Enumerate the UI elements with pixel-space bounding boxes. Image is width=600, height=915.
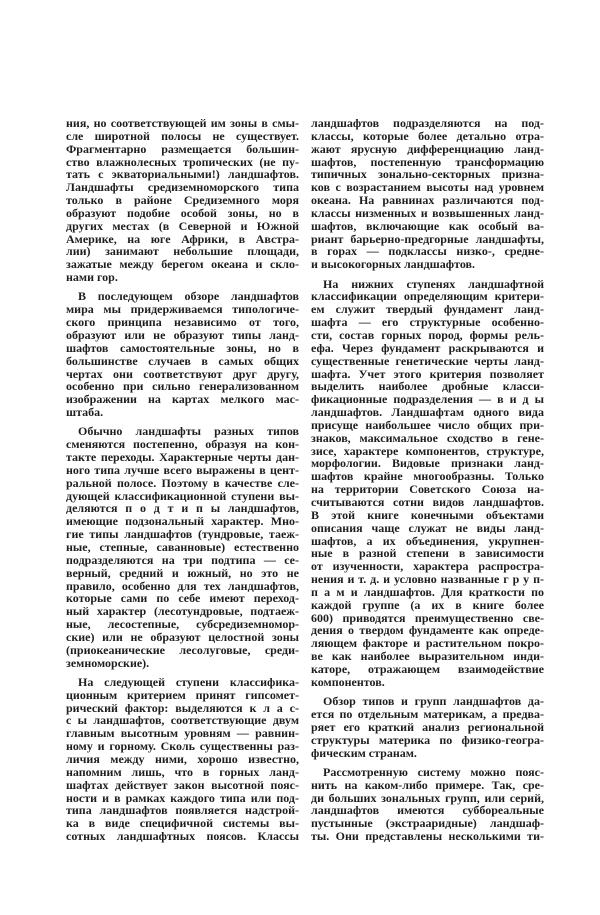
- text-line: каждой группе (а их в книге более: [311, 597, 544, 612]
- text-line: с ы ландшафтов, соответствующие двум: [66, 713, 299, 728]
- paragraph: [311, 117, 544, 271]
- text-line: типа ландшафтов появляется надстрой-: [66, 803, 299, 818]
- text-line: сменяются постепенно, образуя на кон-: [66, 437, 299, 452]
- text-line: ляющем факторе и растительном покро-: [311, 636, 544, 651]
- text-line: штаба.: [66, 405, 104, 420]
- text-line: ные, степные, саванновые) естественно: [66, 540, 299, 554]
- text-line: ности и в рамках каждого типа или под-: [66, 790, 299, 805]
- text-line: выделить наиболее дробные класси-: [311, 379, 544, 394]
- text-line: классы, которые более детально отра-: [311, 128, 544, 143]
- text-line: тать с экваториальными!) ландшафтов.: [66, 167, 299, 182]
- text-line: других местах (в Северной и Южной: [66, 218, 299, 233]
- text-line: зисе, характере компонентов, структуре,: [311, 443, 544, 458]
- text-line: Фрагментарно размещается большин-: [66, 141, 299, 156]
- text-line: ского принципа независимо от того,: [66, 315, 299, 330]
- text-line: сле широтной полосы не существует.: [66, 128, 299, 143]
- text-line: ка в виде специфичной системы вы-: [66, 816, 299, 831]
- text-line: В этой книге конечными объектами: [311, 507, 544, 522]
- text-line: 600) приводятся преимущественно све-: [311, 610, 544, 625]
- text-line: В последующем обзоре ландшафтов: [78, 289, 299, 304]
- text-line: ные, лесостепные, субсредиземномор-: [66, 617, 299, 632]
- text-line: считываются сотни видов ландшафтов.: [311, 494, 544, 509]
- paragraph: [311, 278, 544, 689]
- text-line: ство влажнолесных тропических (не пу-: [66, 154, 299, 169]
- text-line: существенные генетические черты ланд-: [311, 353, 544, 368]
- text-line: только в районе Средиземного моря: [66, 193, 299, 208]
- text-line: п а м и ландшафтов. Для краткости по: [311, 584, 544, 599]
- text-line: личия между ними, хорошо известно,: [66, 752, 299, 766]
- text-line: нения и т. д. и условно названные г р у п-: [311, 572, 544, 587]
- text-line: ряет его краткий анализ региональной: [311, 719, 544, 734]
- text-line: гие типы ландшафтов (тундровые, таеж-: [66, 527, 299, 542]
- text-line: ков с возрастанием высоты над уровнем: [311, 180, 544, 195]
- paragraph: [66, 117, 299, 284]
- text-line: На нижних ступенях ландшафтной: [323, 276, 544, 291]
- text-line: сотных ландшафтных поясов. Классы: [66, 829, 299, 844]
- text-line: знаков, максимальное сходство в гене-: [311, 430, 544, 445]
- text-line: пустынные (экстрааридные) ландшаф-: [311, 816, 544, 831]
- text-line: ландшафтов. Ландшафтам одного вида: [311, 405, 544, 420]
- text-line: ного типа лучше всего выражены в цент-: [66, 462, 299, 477]
- text-line: Ландшафты средиземноморского типа: [66, 180, 299, 195]
- text-line: ве как наиболее выразительном инди-: [311, 649, 544, 664]
- text-line: ный характер (лесотундровые, подтаеж-: [66, 604, 299, 619]
- text-line: шафтов, постепенную трансформацию: [311, 154, 544, 169]
- text-line: ские) или не образуют целостной зоны: [66, 629, 299, 644]
- text-line: Обычно ландшафты разных типов: [78, 424, 299, 439]
- text-line: фическим странам.: [311, 745, 417, 760]
- text-line: На следующей ступени классифика-: [78, 674, 299, 689]
- paragraph: [311, 695, 544, 759]
- text-line: ты. Они представлены несколькими ти-: [311, 829, 544, 844]
- text-column-right: [311, 117, 544, 849]
- text-line: жают ярусную дифференциацию ланд-: [311, 141, 544, 156]
- paragraph: [66, 676, 299, 843]
- text-line: ционным критерием принят гипсомет-: [66, 687, 299, 702]
- text-line: такте переходы. Характерные черты дан-: [66, 450, 299, 465]
- text-line: шафта. Учет этого критерия позволяет: [311, 366, 544, 381]
- text-line: большинстве случаев в самых общих: [66, 353, 299, 368]
- text-line: напомним лишь, что в горных ланд-: [66, 764, 299, 779]
- text-line: изображении на картах мелкого мас-: [66, 392, 299, 407]
- text-line: дения о твердом фундаменте как опреде-: [311, 623, 544, 638]
- text-line: ефа. Через фундамент раскрываются и: [311, 340, 544, 355]
- text-line: описания чаще служат не виды ланд-: [311, 520, 544, 535]
- text-line: ди больших зональных групп, или серий,: [311, 790, 544, 805]
- text-line: морфологии. Видовые признаки ланд-: [311, 456, 544, 471]
- text-line: присуще наибольшее число общих при-: [311, 417, 544, 432]
- text-line: риант барьерно-предгорные ландшафты,: [311, 231, 544, 246]
- text-line: земноморские).: [66, 655, 150, 670]
- text-line: компонентов.: [311, 674, 385, 689]
- paragraph: [66, 425, 299, 669]
- text-line: мира мы придерживаемся типологиче-: [66, 302, 299, 317]
- text-line: Обзор типов и групп ландшафтов да-: [323, 694, 544, 709]
- text-line: образуют подобие особой зоны, но в: [66, 205, 299, 220]
- text-line: ральной полосе. Поэтому в качестве сле-: [66, 475, 299, 490]
- text-line: от изученности, характера распростра-: [311, 559, 544, 574]
- text-line: ландшафтов имеются суббореальные: [311, 803, 544, 818]
- text-line: Америке, на юге Африки, в Австра-: [66, 231, 299, 246]
- text-line: лии) занимают небольшие площади,: [66, 244, 299, 259]
- text-line: ем служит твердый фундамент ланд-: [311, 302, 544, 317]
- text-line: нить на каком-либо примере. Так, сре-: [311, 777, 544, 792]
- text-line: шафтов, включающие как особый ва-: [311, 218, 544, 233]
- text-line: главным высотным уровням — равнин-: [66, 726, 299, 741]
- text-line: которые сами по себе имеют переход-: [66, 591, 299, 606]
- text-line: рический фактор: выделяются к л а с-: [66, 700, 299, 715]
- text-line: подразделяются на три подтипа — се-: [66, 552, 299, 567]
- text-line: чертах они соответствуют друг другу,: [66, 366, 299, 381]
- text-line: классификации определяющим критери-: [311, 289, 544, 304]
- text-line: образуют или не образуют типы ланд-: [66, 328, 299, 342]
- text-line: правило, особенно для тех ландшафтов,: [66, 578, 299, 593]
- text-line: дующей классификационной ступени вы-: [66, 488, 299, 503]
- text-column-left: [66, 117, 299, 849]
- text-line: структуры материка по физико-геогра-: [311, 732, 544, 747]
- paragraph: [66, 290, 299, 418]
- text-line: шафтов крайне многообразны. Только: [311, 469, 544, 484]
- text-line: (приокеанические лесолуговые, среди-: [66, 642, 299, 657]
- text-line: зажатые между берегом океана и скло-: [66, 257, 299, 272]
- text-line: типичных зонально-секторных призна-: [311, 167, 544, 182]
- text-line: в горах — подклассы низко-, средне-: [311, 244, 544, 259]
- text-line: шафтах действует закон высотной пояс-: [66, 777, 299, 792]
- text-line: фикационные подразделения — в и д ы: [311, 392, 544, 407]
- text-line: ния, но соответствующей им зоны в смы-: [66, 116, 299, 130]
- text-line: каторе, отражающем взаимодействие: [311, 661, 544, 676]
- text-line: и высокогорных ландшафтов.: [311, 257, 476, 272]
- text-line: сти, состав горных пород, формы рель-: [311, 328, 544, 342]
- text-line: ется по отдельным материкам, а предва-: [311, 706, 544, 721]
- text-line: особенно при сильно генерализованном: [66, 379, 299, 394]
- text-line: ландшафтов подразделяются на под-: [311, 116, 544, 130]
- paragraph: [311, 766, 544, 843]
- text-line: шафтов самостоятельные зоны, но в: [66, 340, 299, 355]
- text-line: шафта — его структурные особенно-: [311, 315, 544, 330]
- text-line: Рассмотренную систему можно пояс-: [323, 764, 544, 779]
- text-line: ные в разной степени в зависимости: [311, 546, 544, 561]
- text-line: на территории Советского Союза на-: [311, 482, 544, 497]
- text-line: верный, средний и южный, но это не: [66, 565, 299, 580]
- text-line: нами гор.: [66, 270, 118, 285]
- text-line: имеющие подзональный характер. Мно-: [66, 514, 299, 529]
- text-line: ному и горному. Сколь существенны раз-: [66, 739, 299, 754]
- text-line: шафтов, а их объединения, укрупнен-: [311, 533, 544, 548]
- text-line: классы низменных и возвышенных ланд-: [311, 205, 544, 220]
- text-line: деляются п о д т и п ы ландшафтов,: [66, 501, 299, 516]
- text-line: океана. На равнинах различаются под-: [311, 193, 544, 208]
